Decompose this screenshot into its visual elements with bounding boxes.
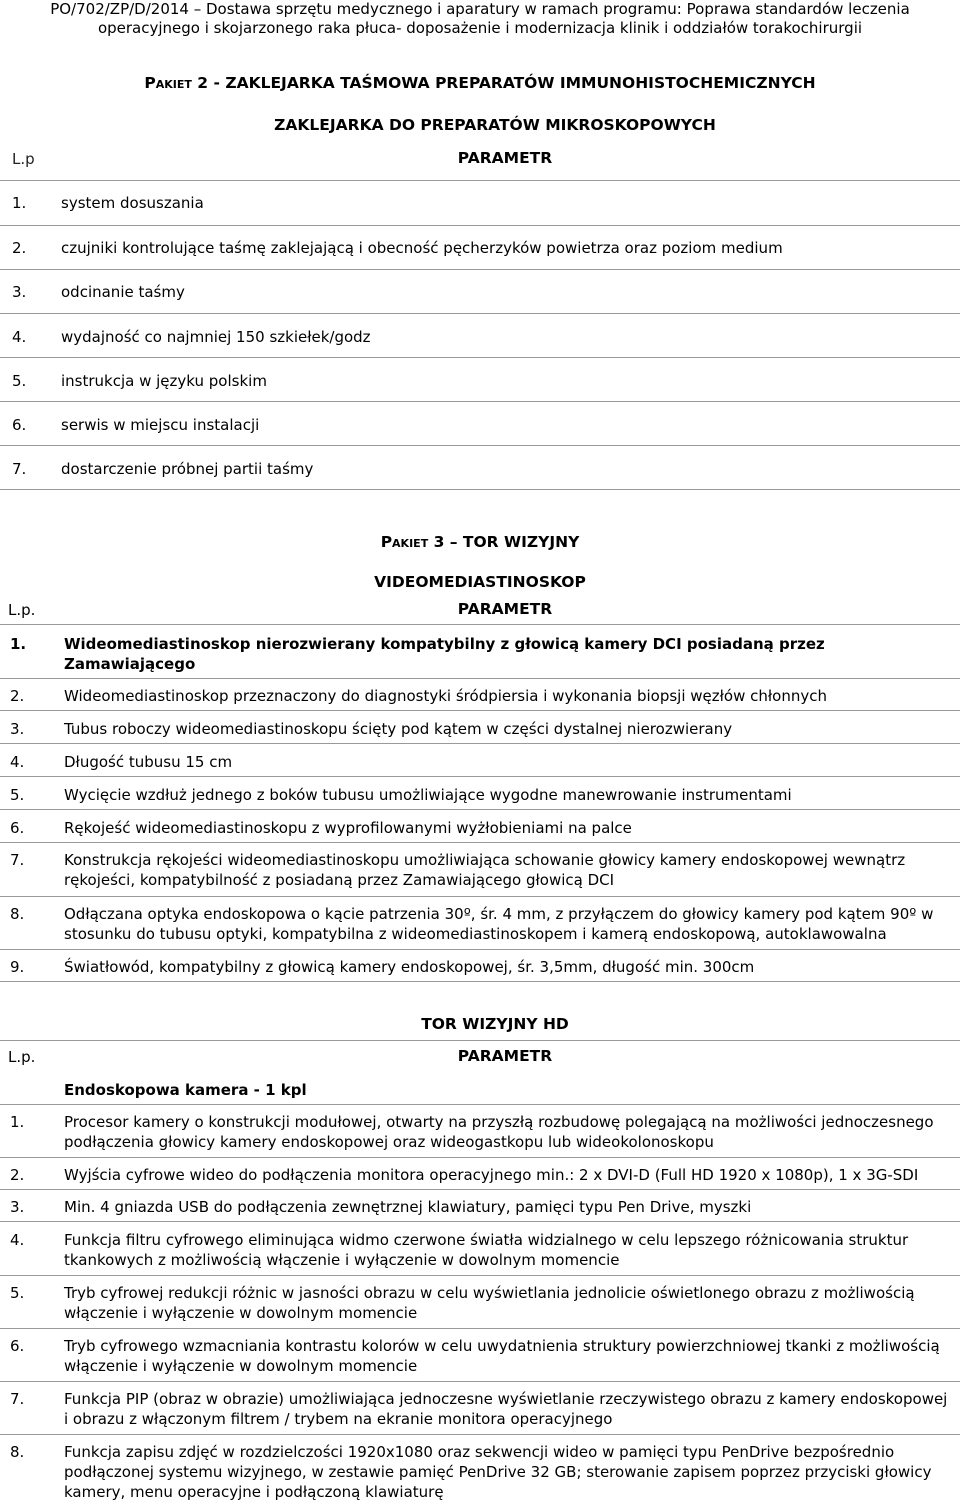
divider [0,1157,960,1158]
row-text: serwis w miejscu instalacji [61,416,260,434]
lp-header: L.p [12,150,35,168]
divider [0,445,960,446]
divider [0,776,960,777]
row-text: Funkcja PIP (obraz w obrazie) umożliwiająca jednoczesne wyświetlanie rzeczywistego obrazu z kamery endoskopowej i obrazu z włączonym filtrem / trybem na ekranie monitora operacyjnego [64,1390,948,1428]
row-number: 6. [10,819,25,837]
divider [0,269,960,270]
row-text: instrukcja w języku polskim [61,372,267,390]
divider [0,401,960,402]
row-number: 3. [10,1198,25,1216]
divider [0,1328,960,1329]
row-text: Procesor kamery o konstrukcji modułowej, otwarty na przyszłą rozbudowę polegającą na możliwości jednoczesnego podłączenia głowicy kamery endoskopowej oraz wideogastkopu lub wideokolonoskopu [64,1113,934,1151]
divider [0,1040,960,1041]
header-line-1: PO/702/ZP/D/2014 – Dostawa sprzętu medycznego i aparatury w ramach programu: Poprawa standardów leczenia [50,0,910,18]
lp-header: L.p. [8,1048,36,1066]
row-number: 8. [10,1443,25,1461]
lp-header: L.p. [8,601,36,619]
row-text: Tubus roboczy wideomediastinoskopu ścięty pod kątem w części dystalnej nierozwierany [64,720,733,738]
row-number: 1. [10,1113,25,1131]
row-text: Długość tubusu 15 cm [64,753,233,771]
row-number: 6. [12,416,27,434]
divider [0,842,960,843]
row-text: wydajność co najmniej 150 szkiełek/godz [61,328,371,346]
row-number: 6. [10,1337,25,1355]
divider [0,678,960,679]
row-number: 3. [10,720,25,738]
divider [0,489,960,490]
divider [0,743,960,744]
row-text: odcinanie taśmy [61,283,185,301]
row-number: 5. [10,1284,25,1302]
divider [0,809,960,810]
pakiet-2-subtitle: ZAKLEJARKA DO PREPARATÓW MIKROSKOPOWYCH [274,116,716,134]
divider [0,1221,960,1222]
tor-hd-title: TOR WIZYJNY HD [421,1015,569,1033]
row-text: Tryb cyfrowej redukcji różnic w jasności obrazu w celu wyświetlania jednolicie oświetlonego obrazu z możliwością włączenie i wyłączenie w dowolnym momencie [64,1284,915,1322]
row-number: 9. [10,958,25,976]
divider [0,1434,960,1435]
pakiet-3-subtitle: VIDEOMEDIASTINOSKOP [374,573,586,591]
pakiet-3-prefix: Pakiet 3 [380,533,445,551]
row-number: 8. [10,905,25,923]
row-number: 2. [10,687,25,705]
row-number: 7. [12,460,27,478]
row-number: 4. [10,1231,25,1249]
row-text: system dosuszania [61,194,204,212]
row-text: Konstrukcja rękojeści wideomediastinoskopu umożliwiająca schowanie głowicy kamery endoskopowej wewnątrz rękojeści, kompatybilność z posiadaną przez Zamawiającego głowicą DCI [64,851,906,889]
row-text: Wideomediastinoskop nierozwierany kompatybilny z głowicą kamery DCI posiadaną przez Zamawiającego [64,635,825,673]
divider [0,1381,960,1382]
divider [0,1104,960,1105]
pakiet-3-title-text: – TOR WIZYJNY [444,533,580,551]
divider [0,949,960,950]
row-number: 4. [10,753,25,771]
row-number: 4. [12,328,27,346]
row-number: 7. [10,851,25,869]
pakiet-3-title [0,533,960,551]
row-number: 2. [10,1166,25,1184]
row-number: 3. [12,283,27,301]
row-text: czujniki kontrolujące taśmę zaklejającą i obecność pęcherzyków powietrza oraz poziom medium [61,239,783,257]
row-text: Światłowód, kompatybilny z głowicą kamery endoskopowej, śr. 3,5mm, długość min. 300cm [64,958,755,976]
divider [0,180,960,181]
pakiet-2-prefix: Pakiet 2 [144,74,209,92]
row-text: Funkcja zapisu zdjęć w rozdzielczości 1920x1080 oraz sekwencji wideo w pamięci typu PenDrive bezpośrednio podłączonej systemu wizyjnego, w zestawie pamięć PenDrive 32 GB; sterowanie zapisem poprzez przyciski głowicy kamery, menu operacyjne i podłączoną klawiaturę [64,1443,932,1501]
document-header [0,0,960,38]
row-text: Tryb cyfrowego wzmacniania kontrastu kolorów w celu uwydatnienia struktury powierzchniowej tkanki z możliwością włączenie i wyłączenie w dowolnym momencie [64,1337,940,1375]
row-number: 7. [10,1390,25,1408]
camera-subheading: Endoskopowa kamera - 1 kpl [64,1081,307,1099]
row-text: Min. 4 gniazda USB do podłączenia zewnętrznej klawiatury, pamięci typu Pen Drive, myszki [64,1198,752,1216]
divider [0,1275,960,1276]
pakiet-2-title-text: - ZAKLEJARKA TAŚMOWA PREPARATÓW IMMUNOHISTOCHEMICZNYCH [208,74,816,92]
row-number: 5. [12,372,27,390]
pakiet-2-title [0,74,960,92]
row-text: Odłączana optyka endoskopowa o kącie patrzenia 30º, śr. 4 mm, z przyłączem do głowicy kamery pod kątem 90º w stosunku do tubusu optyki, kompatybilna z wideomediastinoskopem i kamerą endoskopową, autoklawowalna [64,905,934,943]
divider [0,710,960,711]
row-number: 1. [12,194,27,212]
divider [0,1189,960,1190]
divider [0,624,960,625]
row-number: 2. [12,239,27,257]
parametr-header: PARAMETR [457,149,553,167]
row-number: 1. [10,635,27,653]
divider [0,896,960,897]
row-text: dostarczenie próbnej partii taśmy [61,460,314,478]
divider [0,313,960,314]
header-line-2: operacyjnego i skojarzonego raka płuca- doposażenie i modernizacja klinik i oddziałów torakochirurgii [97,19,863,37]
divider [0,981,960,982]
divider [0,357,960,358]
row-text: Wideomediastinoskop przeznaczony do diagnostyki śródpiersia i wykonania biopsji węzłów chłonnych [64,687,827,705]
row-number: 5. [10,786,25,804]
parametr-header: PARAMETR [457,1047,553,1065]
parametr-header: PARAMETR [457,600,553,618]
row-text: Wyjścia cyfrowe wideo do podłączenia monitora operacyjnego min.: 2 x DVI-D (Full HD 1920 x 1080p), 1 x 3G-SDI [64,1166,919,1184]
row-text: Wycięcie wzdłuż jednego z boków tubusu umożliwiające wygodne manewrowanie instrumentami [64,786,792,804]
row-text: Funkcja filtru cyfrowego eliminująca widmo czerwone światła widzialnego w celu lepszego różnicowania struktur tkankowych z możliwością włączenie i wyłączenie w dowolnym momencie [64,1231,909,1269]
divider [0,225,960,226]
row-text: Rękojeść wideomediastinoskopu z wyprofilowanymi wyżłobieniami na palce [64,819,632,837]
